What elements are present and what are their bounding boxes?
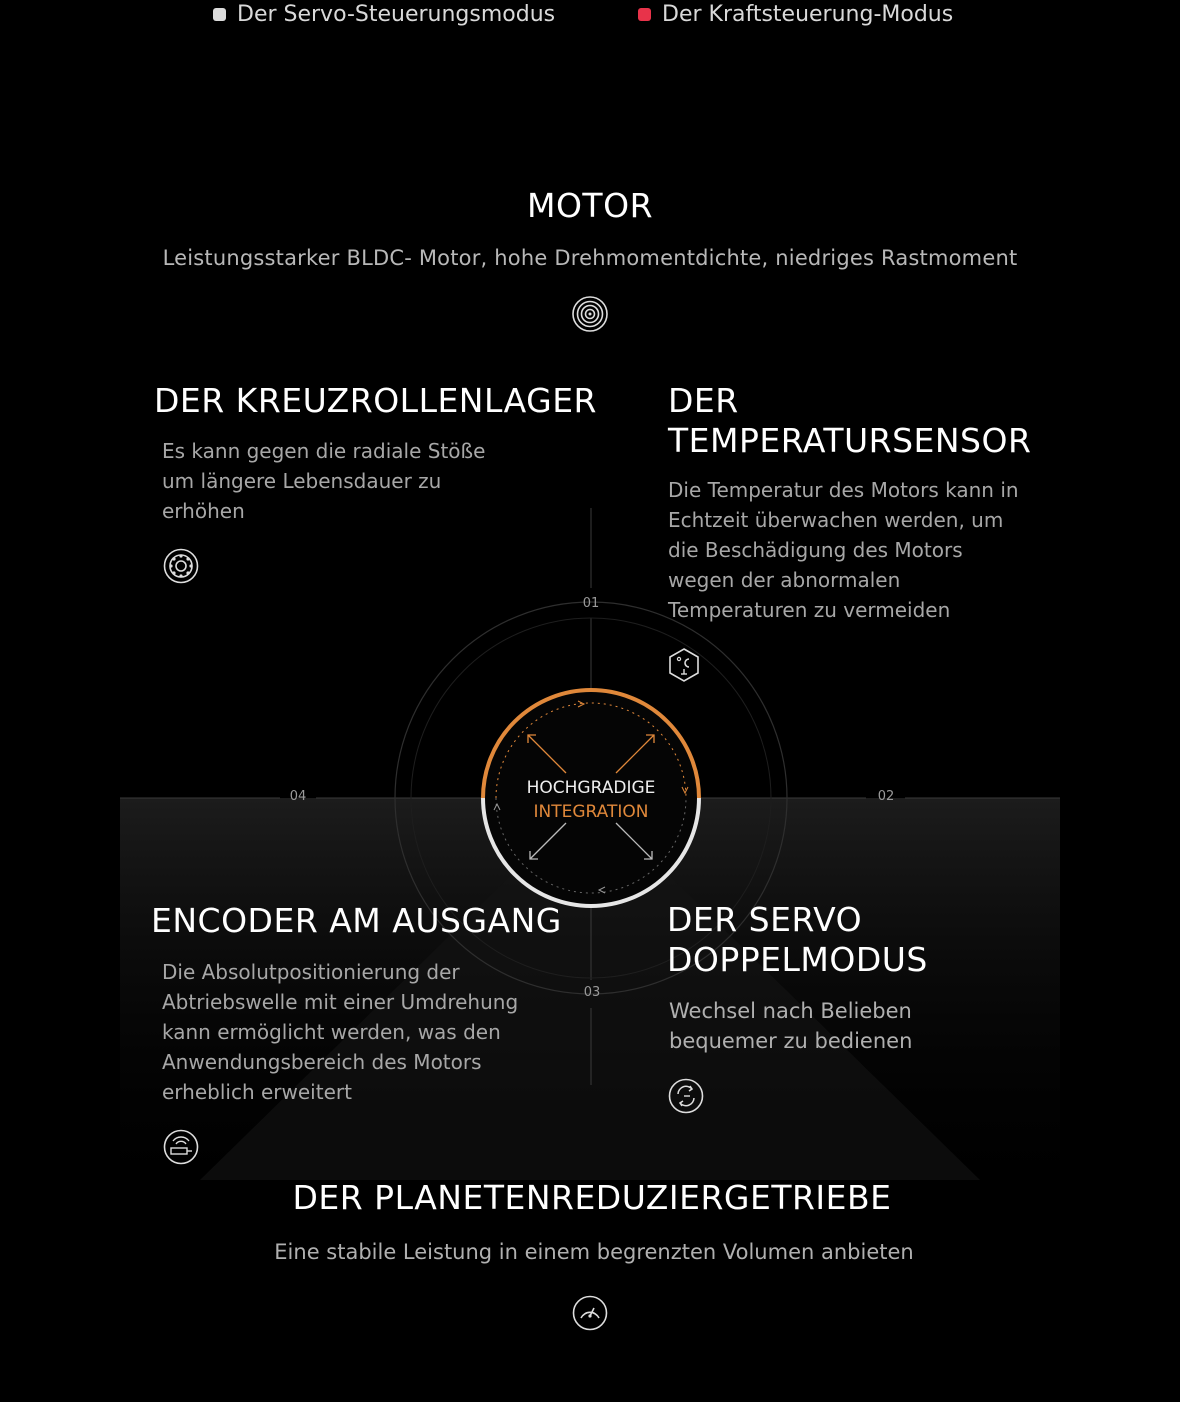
- servo-title-line: DER SERVO: [667, 900, 863, 939]
- servo-description: [669, 996, 912, 1056]
- legend-servo-label: Der Servo-Steuerungsmodus: [237, 1, 556, 27]
- temperature-title-line: TEMPERATURSENSOR: [668, 421, 1032, 460]
- motor-coil-icon: [572, 296, 608, 332]
- temperature-desc-line: die Beschädigung des Motors: [668, 538, 963, 562]
- temperature-desc-line: Echtzeit überwachen werden, um: [668, 508, 1004, 532]
- temperature-desc-line: Die Temperatur des Motors kann in: [668, 478, 1019, 502]
- axis-label-04: 04: [289, 789, 307, 804]
- legend-servo: [213, 0, 555, 28]
- legend-force: [638, 0, 953, 28]
- axis-label-02: 02: [877, 789, 895, 804]
- gearbox-description: Eine stabile Leistung in einem begrenzten Volumen anbieten: [274, 1240, 914, 1264]
- legend-force-swatch: [638, 8, 651, 21]
- servo-title: [667, 900, 928, 980]
- encoder-desc-line: Die Absolutpositionierung der: [162, 960, 460, 984]
- thermometer-celsius-icon: [666, 647, 702, 683]
- servo-desc-line: Wechsel nach Belieben: [669, 999, 912, 1023]
- bearing-desc-line: Es kann gegen die radiale Stöße: [162, 439, 486, 463]
- bearing-desc-line: erhöhen: [162, 499, 245, 523]
- gearbox-title: DER PLANETENREDUZIERGETRIEBE: [292, 1178, 892, 1217]
- temperature-title: [668, 381, 1031, 461]
- temperature-title-line: DER: [668, 381, 739, 420]
- bearing-title: DER KREUZROLLENLAGER: [154, 381, 597, 420]
- bearing-description: [162, 436, 485, 526]
- center-label: [491, 776, 691, 824]
- encoder-desc-line: Anwendungsbereich des Motors: [162, 1050, 482, 1074]
- encoder-desc-line: kann ermöglicht werden, was den: [162, 1020, 501, 1044]
- legend-force-label: Der Kraftsteuerung-Modus: [662, 1, 954, 27]
- servo-title-line: DOPPELMODUS: [667, 940, 928, 979]
- axis-label-03: 03: [583, 985, 601, 1000]
- bearing-icon: [163, 548, 199, 584]
- center-label-line1: HOCHGRADIGE: [526, 778, 656, 798]
- speedometer-icon: [572, 1295, 608, 1331]
- temperature-description: [668, 475, 1019, 625]
- legend-servo-swatch: [213, 8, 226, 21]
- temperature-desc-line: wegen der abnormalen: [668, 568, 901, 592]
- servo-desc-line: bequemer zu bedienen: [669, 1029, 913, 1053]
- temperature-desc-line: Temperaturen zu vermeiden: [668, 598, 951, 622]
- mode-switch-icon: [668, 1078, 704, 1114]
- encoder-description: [162, 957, 518, 1107]
- encoder-desc-line: erheblich erweitert: [162, 1080, 352, 1104]
- center-label-line2: INTEGRATION: [533, 802, 649, 822]
- motor-title: MOTOR: [526, 186, 653, 225]
- encoder-title: ENCODER AM AUSGANG: [151, 901, 562, 940]
- axis-label-01: 01: [582, 596, 600, 611]
- bearing-desc-line: um längere Lebensdauer zu: [162, 469, 442, 493]
- motor-description: Leistungsstarker BLDC- Motor, hohe Drehmomentdichte, niedriges Rastmoment: [162, 246, 1018, 270]
- encoder-desc-line: Abtriebswelle mit einer Umdrehung: [162, 990, 519, 1014]
- encoder-icon: [163, 1129, 199, 1165]
